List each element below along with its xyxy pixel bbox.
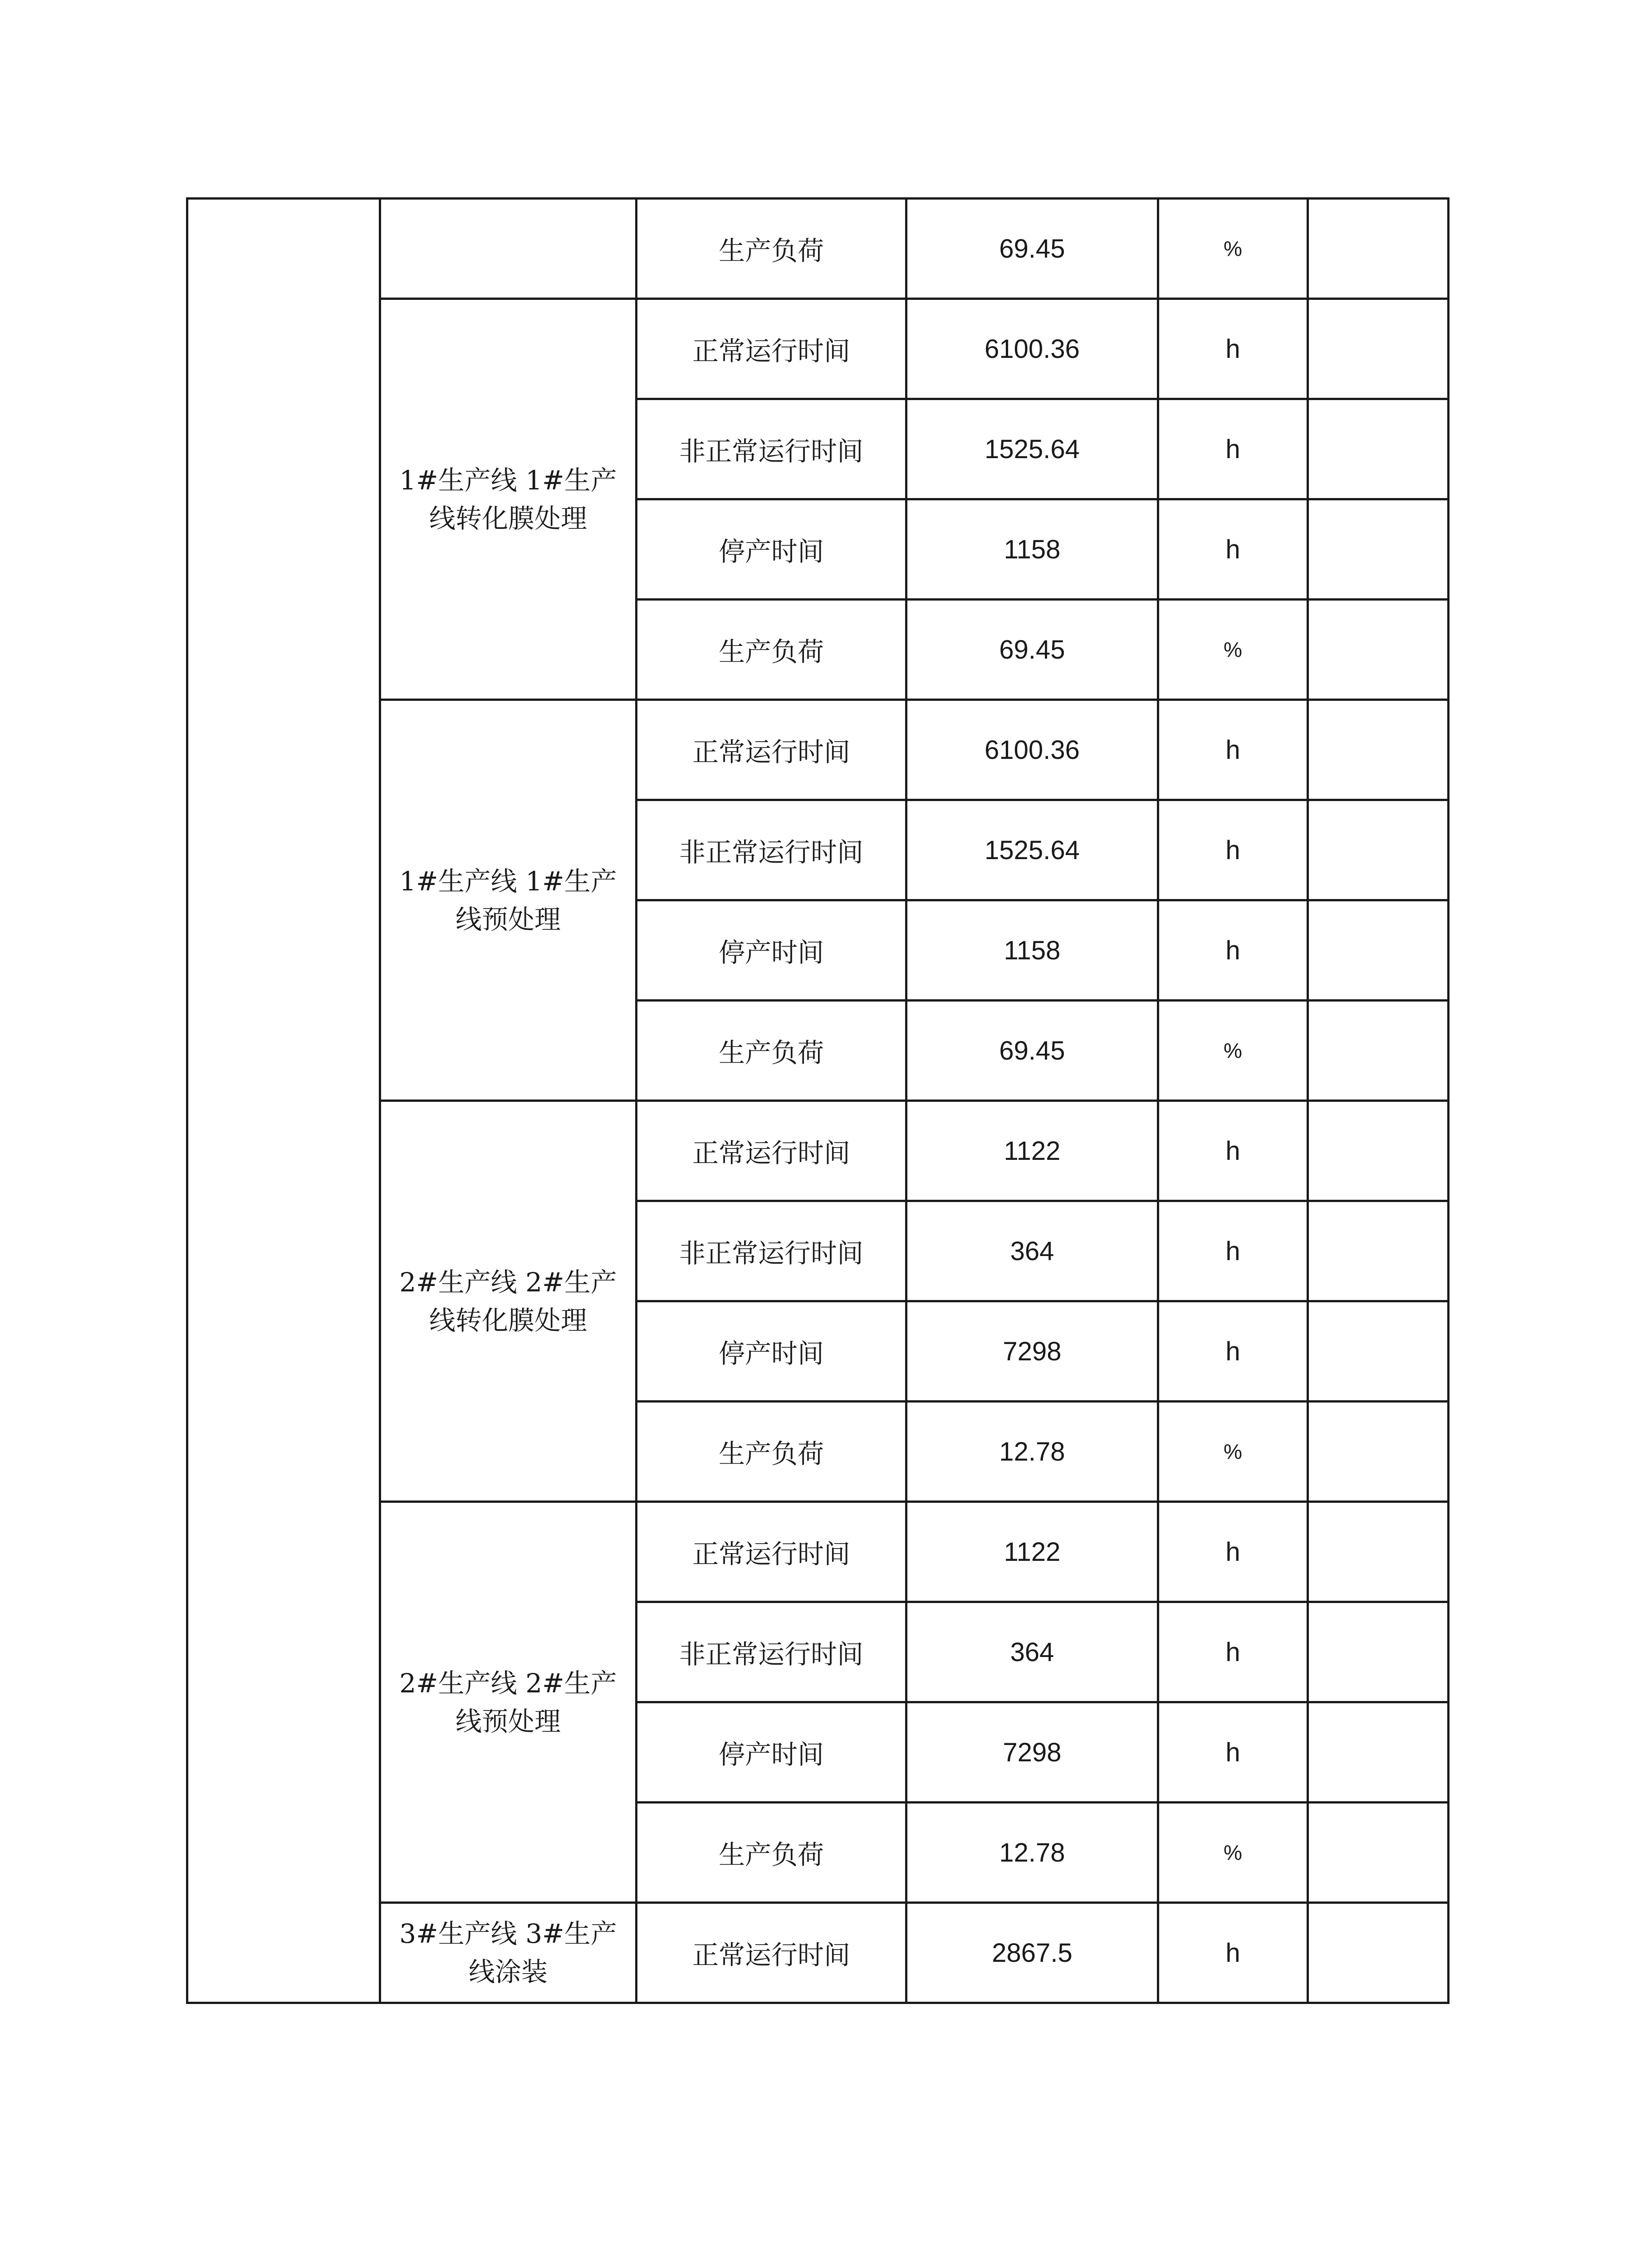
value-cell: 1158: [906, 499, 1158, 600]
production-line-cell: 2#生产线 2#生产 线预处理: [380, 1502, 637, 1903]
remark-cell: [1308, 1402, 1449, 1502]
remark-cell: [1308, 299, 1449, 399]
metric-cell: 生产负荷: [637, 1803, 906, 1903]
value-cell: 6100.36: [906, 299, 1158, 399]
table-body: [187, 199, 1449, 2003]
unit-cell: h: [1158, 900, 1308, 1001]
value-cell: 12.78: [906, 1402, 1158, 1502]
metric-cell: 停产时间: [637, 1702, 906, 1803]
value-cell: 364: [906, 1602, 1158, 1702]
unit-cell: h: [1158, 299, 1308, 399]
value-cell: 364: [906, 1201, 1158, 1301]
production-line-cell: 2#生产线 2#生产 线转化膜处理: [380, 1101, 637, 1502]
unit-cell: h: [1158, 1301, 1308, 1402]
value-cell: 69.45: [906, 199, 1158, 299]
unit-cell: h: [1158, 1201, 1308, 1301]
production-line-cell: 1#生产线 1#生产 线转化膜处理: [380, 299, 637, 700]
value-cell: 69.45: [906, 1001, 1158, 1101]
metric-cell: 正常运行时间: [637, 299, 906, 399]
metric-cell: 非正常运行时间: [637, 800, 906, 900]
metric-cell: 正常运行时间: [637, 700, 906, 800]
remark-cell: [1308, 1101, 1449, 1201]
remark-cell: [1308, 1001, 1449, 1101]
unit-cell: h: [1158, 1502, 1308, 1602]
metric-cell: 停产时间: [637, 900, 906, 1001]
metric-cell: 正常运行时间: [637, 1903, 906, 2003]
remark-cell: [1308, 399, 1449, 499]
unit-cell: h: [1158, 1602, 1308, 1702]
remark-cell: [1308, 1301, 1449, 1402]
metric-cell: 非正常运行时间: [637, 1201, 906, 1301]
remark-cell: [1308, 700, 1449, 800]
value-cell: 1525.64: [906, 399, 1158, 499]
remark-cell: [1308, 1903, 1449, 2003]
unit-cell: %: [1158, 199, 1308, 299]
line-cell-continued: [380, 199, 637, 299]
value-cell: 7298: [906, 1702, 1158, 1803]
unit-cell: %: [1158, 1402, 1308, 1502]
production-line-cell: 1#生产线 1#生产 线预处理: [380, 700, 637, 1101]
value-cell: 7298: [906, 1301, 1158, 1402]
remark-cell: [1308, 1602, 1449, 1702]
unit-cell: h: [1158, 800, 1308, 900]
metric-cell: 停产时间: [637, 1301, 906, 1402]
metric-cell: 正常运行时间: [637, 1101, 906, 1201]
production-line-cell: 3#生产线 3#生产 线涂装: [380, 1903, 637, 2003]
production-status-table: [186, 197, 1450, 2004]
remark-cell: [1308, 900, 1449, 1001]
unit-cell: %: [1158, 1001, 1308, 1101]
value-cell: 2867.5: [906, 1903, 1158, 2003]
remark-cell: [1308, 499, 1449, 600]
remark-cell: [1308, 1502, 1449, 1602]
metric-cell: 非正常运行时间: [637, 399, 906, 499]
table-row: [187, 199, 1449, 299]
unit-cell: h: [1158, 1101, 1308, 1201]
remark-cell: [1308, 800, 1449, 900]
category-cell-empty: [187, 199, 380, 2003]
unit-cell: %: [1158, 1803, 1308, 1903]
value-cell: 1158: [906, 900, 1158, 1001]
value-cell: 12.78: [906, 1803, 1158, 1903]
value-cell: 1525.64: [906, 800, 1158, 900]
unit-cell: h: [1158, 700, 1308, 800]
unit-cell: h: [1158, 499, 1308, 600]
value-cell: 6100.36: [906, 700, 1158, 800]
unit-cell: h: [1158, 399, 1308, 499]
unit-cell: %: [1158, 600, 1308, 700]
metric-cell: 生产负荷: [637, 1402, 906, 1502]
unit-cell: h: [1158, 1702, 1308, 1803]
metric-cell: 停产时间: [637, 499, 906, 600]
remark-cell: [1308, 1201, 1449, 1301]
value-cell: 1122: [906, 1502, 1158, 1602]
remark-cell: [1308, 600, 1449, 700]
metric-cell: 生产负荷: [637, 199, 906, 299]
metric-cell: 非正常运行时间: [637, 1602, 906, 1702]
remark-cell: [1308, 199, 1449, 299]
metric-cell: 正常运行时间: [637, 1502, 906, 1602]
metric-cell: 生产负荷: [637, 1001, 906, 1101]
value-cell: 69.45: [906, 600, 1158, 700]
metric-cell: 生产负荷: [637, 600, 906, 700]
unit-cell: h: [1158, 1903, 1308, 2003]
remark-cell: [1308, 1803, 1449, 1903]
remark-cell: [1308, 1702, 1449, 1803]
value-cell: 1122: [906, 1101, 1158, 1201]
